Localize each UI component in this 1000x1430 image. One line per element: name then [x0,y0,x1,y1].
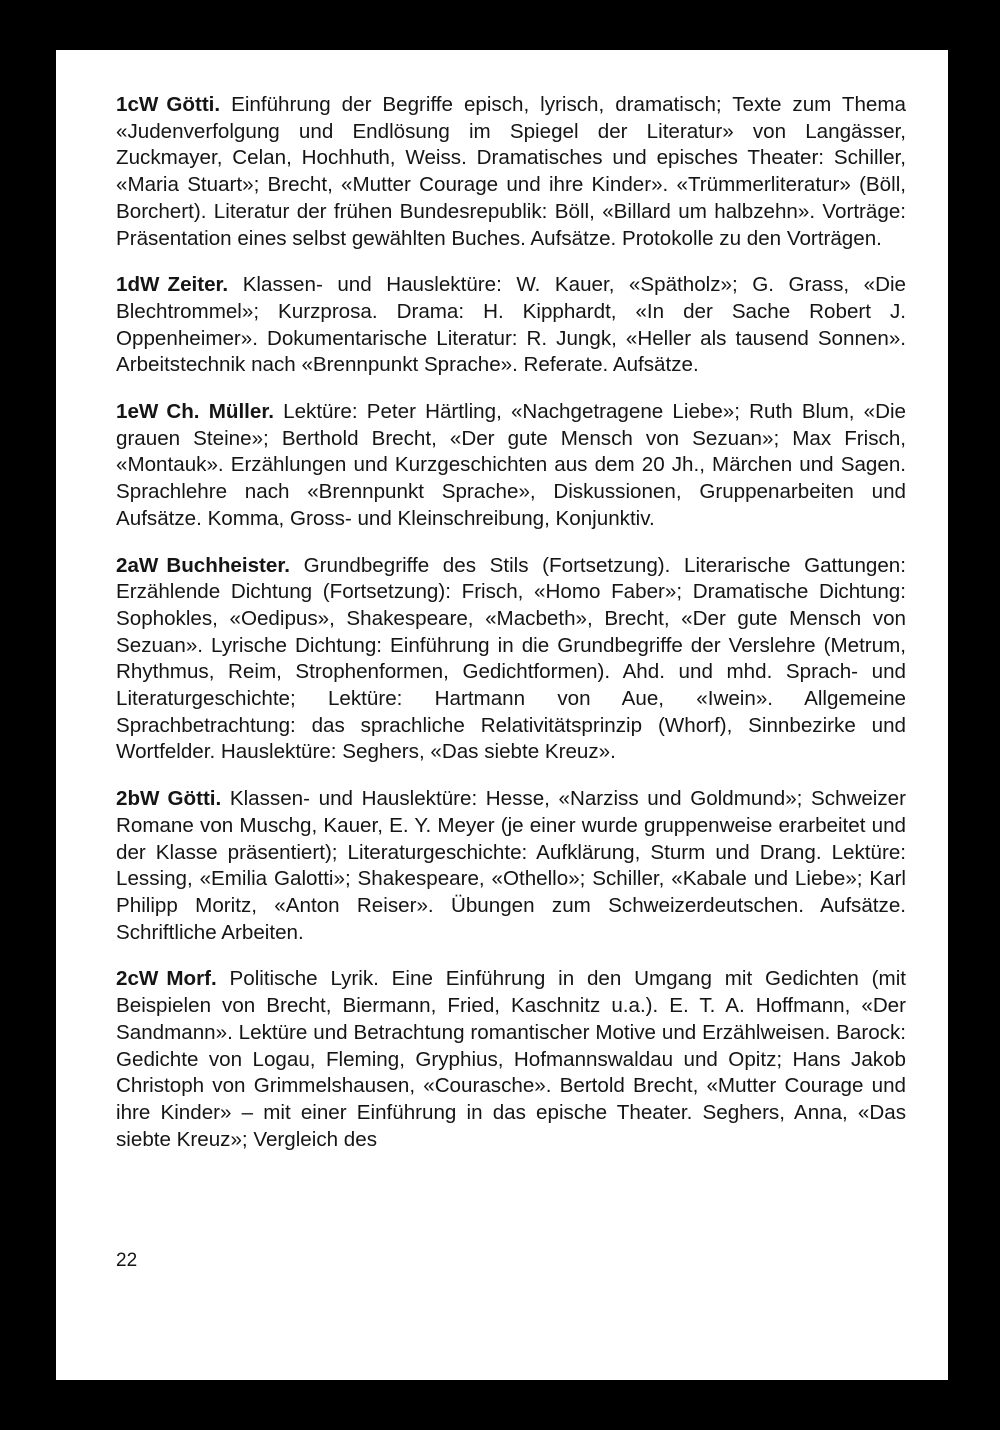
course-entry-1ew [116,399,906,533]
course-entry-2cw [116,966,906,1153]
course-entry-2aw [116,553,906,767]
course-entry-1cw [116,92,906,252]
teacher-name: Zeiter. [167,273,229,297]
class-code: 1eW [116,400,159,424]
class-code: 2aW [116,553,159,577]
class-code: 1cW [116,93,159,116]
teacher-name: Morf. [166,967,217,991]
teacher-name: Götti. [167,787,222,811]
course-description: Politische Lyrik. Eine Einführung in den Umgang mit Gedichten (mit Beispielen von Brecht, Biermann, Fried, Kaschnitz u.a.). E. T. A. Hoffmann, «Der Sandmann». Lektüre und Betrachtung romantischer Motive und Erzählweisen. Barock: Gedichte von Logau, Fleming, Gryphius, Hofmannswaldau und Opitz; Hans Jakob Christoph von Grimmelshausen, «Courasche». Bertold Brecht, «Mutter Courage und ihre Kinder» – mit einer Einführung in das epische Theater. Seghers, Anna, «Das siebte Kreuz»; Vergleich des [116,967,906,1151]
class-code: 1dW [116,273,160,297]
course-entry-2bw [116,786,906,946]
course-description: Lektüre: Peter Härtling, «Nachgetragene Liebe»; Ruth Blum, «Die grauen Steine»; Berthold Brecht, «Der gute Mensch von Sezuan»; Max Frisch, «Montauk». Erzählungen und Kurzgeschichten aus dem 20 Jh., Märchen und Sagen. Sprachlehre nach «Brennpunkt Sprache», Diskussionen, Gruppenarbeiten und Aufsätze. Komma, Gross- und Kleinschreibung, Konjunktiv. [116,400,906,530]
course-entry-1dw [116,272,906,379]
course-description: Einführung der Begriffe episch, lyrisch, dramatisch; Texte zum Thema «Judenverfolgung und Endlösung im Spiegel der Literatur» von Langässer, Zuckmayer, Celan, Hochhuth, Weiss. Dramatisches und episches Theater: Schiller, «Maria Stuart»; Brecht, «Mutter Courage und ihre Kinder». «Trümmerliteratur» (Böll, Borchert). Literatur der frühen Bundesrepublik: Böll, «Billard um halbzehn». Vorträge: Präsentation eines selbst gewählten Buches. Aufsätze. Protokolle zu den Vorträgen. [116,93,906,250]
course-description: Klassen- und Hauslektüre: W. Kauer, «Spätholz»; G. Grass, «Die Blechtrommel»; Kurzprosa. Drama: H. Kipphardt, «In der Sache Robert J. Oppenheimer». Dokumentarische Literatur: R. Jungk, «Heller als tausend Sonnen». Arbeitstechnik nach «Brennpunkt Sprache». Referate. Aufsätze. [116,273,906,377]
document-body [116,92,906,1173]
class-code: 2cW [116,967,159,991]
page-number: 22 [116,1250,138,1271]
course-description: Grundbegriffe des Stils (Fortsetzung). Literarische Gattungen: Erzählende Dichtung (Fortsetzung): Frisch, «Homo Faber»; Dramatische Dichtung: Sophokles, «Oedipus», Shakespeare, «Macbeth», Brecht, «Der gute Mensch von Sezuan». Lyrische Dichtung: Einführung in die Grundbegriffe der Verslehre (Metrum, Rhythmus, Reim, Strophenformen, Gedichtformen). Ahd. und mhd. Sprach- und Literaturgeschichte; Lektüre: Hartmann von Aue, «Iwein». Allgemeine Sprachbetrachtung: das sprachliche Relativitätsprinzip (Whorf), Sinnbezirke und Wortfelder. Hauslektüre: Seghers, «Das siebte Kreuz». [116,553,906,764]
teacher-name: Buchheister. [166,553,290,577]
teacher-name: Ch. Müller. [166,400,274,424]
class-code: 2bW [116,787,160,811]
course-description: Klassen- und Hauslektüre: Hesse, «Narziss und Goldmund»; Schweizer Romane von Muschg, Kauer, E. Y. Meyer (je einer wurde gruppenweise erarbeitet und der Klasse präsentiert); Literaturgeschichte: Aufklärung, Sturm und Drang. Lektüre: Lessing, «Emilia Galotti»; Shakespeare, «Othello»; Schiller, «Kabale und Liebe»; Karl Philipp Moritz, «Anton Reiser». Übungen zum Schweizerdeutschen. Aufsätze. Schriftliche Arbeiten. [116,787,906,944]
teacher-name: Götti. [166,93,221,116]
